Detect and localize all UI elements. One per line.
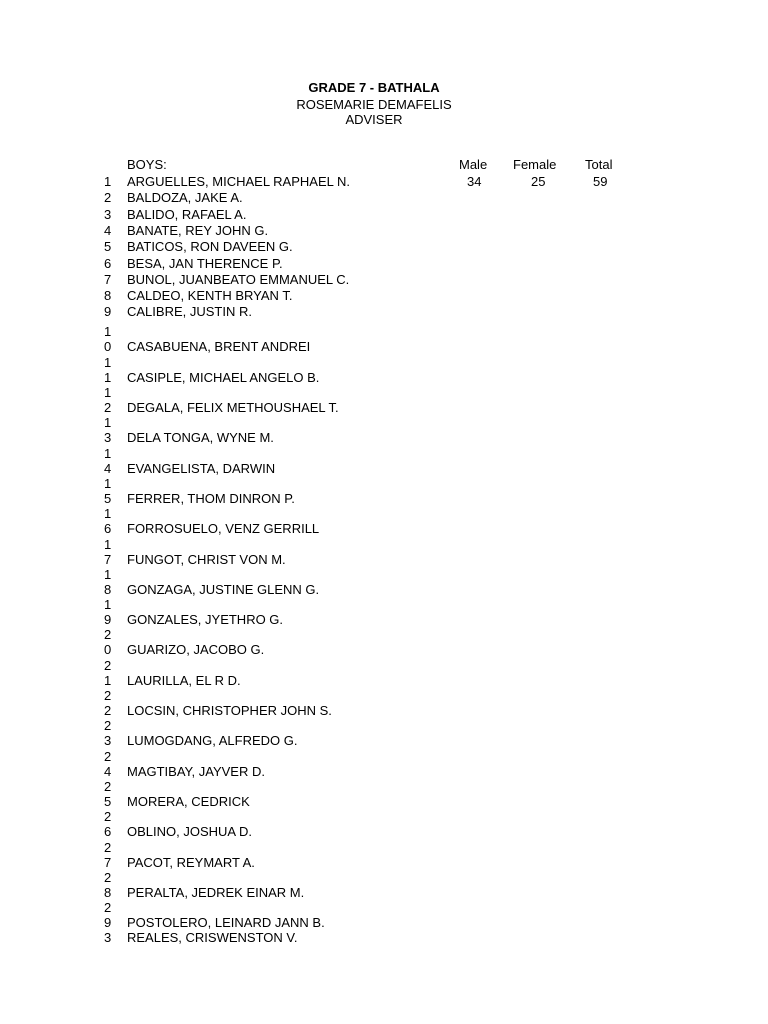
student-name: BALIDO, RAFAEL A.	[127, 206, 247, 222]
student-name: GONZALES, JYETHRO G.	[127, 612, 284, 628]
row-number-digit: 8	[104, 884, 112, 900]
row-number-digit: 3	[104, 430, 112, 446]
student-name: CALIBRE, JUSTIN R.	[127, 304, 252, 320]
student-name: MAGTIBAY, JAYVER D.	[127, 763, 265, 779]
row-number-digit: 9	[104, 915, 112, 931]
row-number-digit: 0	[104, 642, 112, 658]
student-name: BESA, JAN THERENCE P.	[127, 255, 283, 271]
row-number-digit: 2	[104, 703, 112, 718]
student-name: EVANGELISTA, DARWIN	[127, 460, 276, 476]
student-name: CASIPLE, MICHAEL ANGELO B.	[127, 369, 320, 385]
student-name: DELA TONGA, WYNE M.	[127, 430, 274, 446]
row-number-digit: 5	[104, 490, 112, 506]
row-number-digit: 5	[104, 793, 112, 809]
row-number: 3	[104, 206, 112, 222]
row-number-digit: 1	[104, 445, 112, 461]
row-number-digit: 0	[104, 339, 112, 355]
row-number-digit: 2	[104, 627, 112, 643]
student-name: FERRER, THOM DINRON P.	[127, 490, 295, 506]
student-name: BANATE, REY JOHN G.	[127, 222, 269, 238]
student-name: CALDEO, KENTH BRYAN T.	[127, 288, 293, 304]
row-number: 7	[104, 271, 112, 287]
student-name: CASABUENA, BRENT ANDREI	[127, 339, 311, 355]
row-number-digit: 6	[104, 824, 112, 840]
adviser-label: ADVISER	[345, 112, 403, 127]
row-number-digit: 1	[104, 415, 112, 431]
row-number: 2	[104, 190, 112, 206]
row-number-digit: 2	[104, 718, 112, 734]
row-number-digit: 2	[104, 400, 112, 415]
student-name: BATICOS, RON DAVEEN G.	[127, 239, 293, 255]
student-name: BUNOL, JUANBEATO EMMANUEL C.	[127, 271, 350, 287]
row-number-digit: 7	[104, 551, 112, 567]
row-number-digit: 2	[104, 839, 112, 855]
row-number-digit: 7	[104, 854, 112, 870]
row-number-digit: 1	[104, 536, 112, 552]
student-name: LOCSIN, CHRISTOPHER JOHN S.	[127, 703, 332, 718]
total-count: 59	[593, 174, 608, 189]
student-name: LAURILLA, EL R D.	[127, 672, 241, 688]
row-number-digit: 6	[104, 521, 112, 537]
row-number: 8	[104, 288, 112, 304]
student-name: FUNGOT, CHRIST VON M.	[127, 551, 286, 567]
row-number-digit: 2	[104, 778, 112, 794]
row-number-digit: 1	[104, 597, 112, 613]
row-number-digit: 2	[104, 657, 112, 673]
row-number-digit: 1	[104, 672, 112, 688]
student-name: GONZAGA, JUSTINE GLENN G.	[127, 581, 320, 597]
row-number-digit: 3	[104, 733, 112, 749]
row-number-digit: 2	[104, 688, 112, 703]
row-number-digit: 1	[104, 506, 112, 522]
row-number-digit: 2	[104, 748, 112, 764]
row-number: 1	[104, 174, 112, 189]
row-number-digit: 1	[104, 385, 112, 400]
student-name: POSTOLERO, LEINARD JANN B.	[127, 915, 325, 931]
adviser-name: ROSEMARIE DEMAFELIS	[296, 97, 452, 112]
student-name: BALDOZA, JAKE A.	[127, 190, 243, 206]
student-name: REALES, CRISWENSTON V.	[127, 930, 298, 946]
student-name: FORROSUELO, VENZ GERRILL	[127, 521, 320, 537]
female-column-header: Female	[513, 157, 557, 172]
row-number-digit: 8	[104, 581, 112, 597]
student-name: LUMOGDANG, ALFREDO G.	[127, 733, 298, 749]
male-column-header: Male	[459, 157, 488, 172]
student-name: DEGALA, FELIX METHOUSHAEL T.	[127, 400, 339, 415]
female-count: 25	[531, 174, 546, 189]
row-number-digit: 2	[104, 809, 112, 825]
row-number-digit: 1	[104, 354, 112, 370]
row-number: 6	[104, 255, 112, 271]
row-number: 4	[104, 222, 112, 238]
student-name: PACOT, REYMART A.	[127, 854, 255, 870]
male-count: 34	[467, 174, 482, 189]
row-number-digit: 9	[104, 612, 112, 628]
row-number-digit: 4	[104, 460, 112, 476]
row-number-digit: 1	[104, 475, 112, 491]
student-name: MORERA, CEDRICK	[127, 793, 250, 809]
student-name: OBLINO, JOSHUA D.	[127, 824, 252, 840]
student-name: PERALTA, JEDREK EINAR M.	[127, 884, 305, 900]
student-name: GUARIZO, JACOBO G.	[127, 642, 265, 658]
total-column-header: Total	[585, 157, 613, 172]
student-name: ARGUELLES, MICHAEL RAPHAEL N.	[127, 174, 350, 189]
row-number-digit: 1	[104, 324, 112, 340]
row-number: 5	[104, 239, 112, 255]
row-number: 9	[104, 304, 112, 320]
row-number-digit: 2	[104, 869, 112, 885]
class-title: GRADE 7 - BATHALA	[308, 80, 440, 95]
row-number-digit: 4	[104, 763, 112, 779]
row-number-digit: 1	[104, 369, 112, 385]
row-number-digit: 1	[104, 566, 112, 582]
row-number: 3	[104, 930, 112, 946]
boys-heading: BOYS:	[127, 157, 167, 172]
row-number-digit: 2	[104, 900, 112, 916]
